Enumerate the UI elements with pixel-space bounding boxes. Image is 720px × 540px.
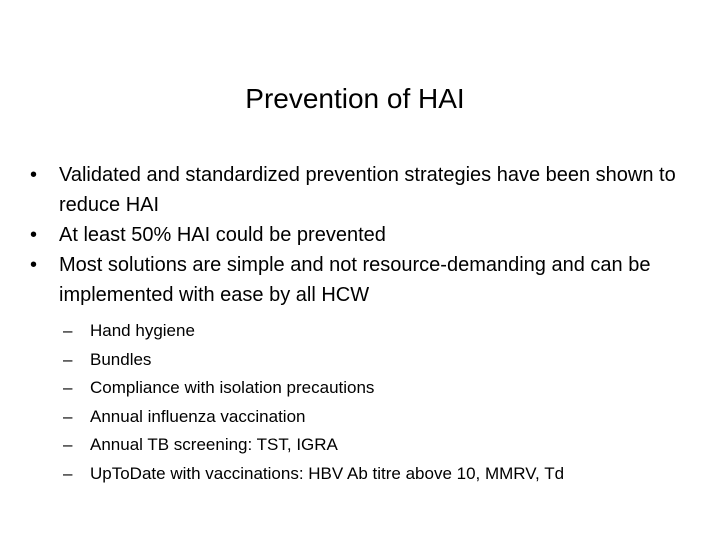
sub-bullet-item (63, 460, 683, 489)
bullet-marker: • (30, 224, 38, 246)
sub-bullet-item (63, 317, 683, 346)
dash-marker: – (63, 463, 73, 483)
sub-bullet-text: Bundles (90, 349, 152, 369)
bullet-text: Validated and standardized prevention strategies have been shown to reduce HAI (59, 164, 676, 216)
dash-marker: – (63, 378, 73, 398)
bullet-item (30, 160, 700, 220)
slide-title-text: Prevention of HAI (245, 83, 465, 114)
sub-bullet-text: UpToDate with vaccinations: HBV Ab titre above 10, MMRV, Td (90, 463, 565, 483)
sub-bullet-item (63, 374, 683, 403)
sub-bullet-text: Annual TB screening: TST, IGRA (90, 435, 338, 455)
dash-marker: – (63, 321, 73, 340)
bullet-text: At least 50% HAI could be prevented (59, 224, 386, 246)
sub-bullet-text: Annual influenza vaccination (90, 406, 306, 426)
dash-marker: – (63, 406, 73, 426)
bullet-text: Most solutions are simple and not resource-demanding and can be implemented with ease by all HCW (59, 254, 651, 306)
sub-bullet-item (63, 403, 683, 432)
sub-bullet-item (63, 431, 683, 460)
bullet-item (30, 250, 700, 310)
bullet-item (30, 220, 700, 250)
dash-marker: – (63, 349, 73, 369)
sub-bullet-text: Compliance with isolation precautions (90, 378, 375, 398)
bullet-marker: • (30, 254, 38, 276)
sub-bullet-text: Hand hygiene (90, 321, 195, 340)
slide-title (0, 82, 710, 116)
bullet-list (30, 160, 700, 310)
dash-marker: – (63, 435, 73, 455)
sub-bullet-item (63, 346, 683, 375)
sub-bullet-list (63, 317, 683, 489)
bullet-marker: • (30, 164, 38, 186)
